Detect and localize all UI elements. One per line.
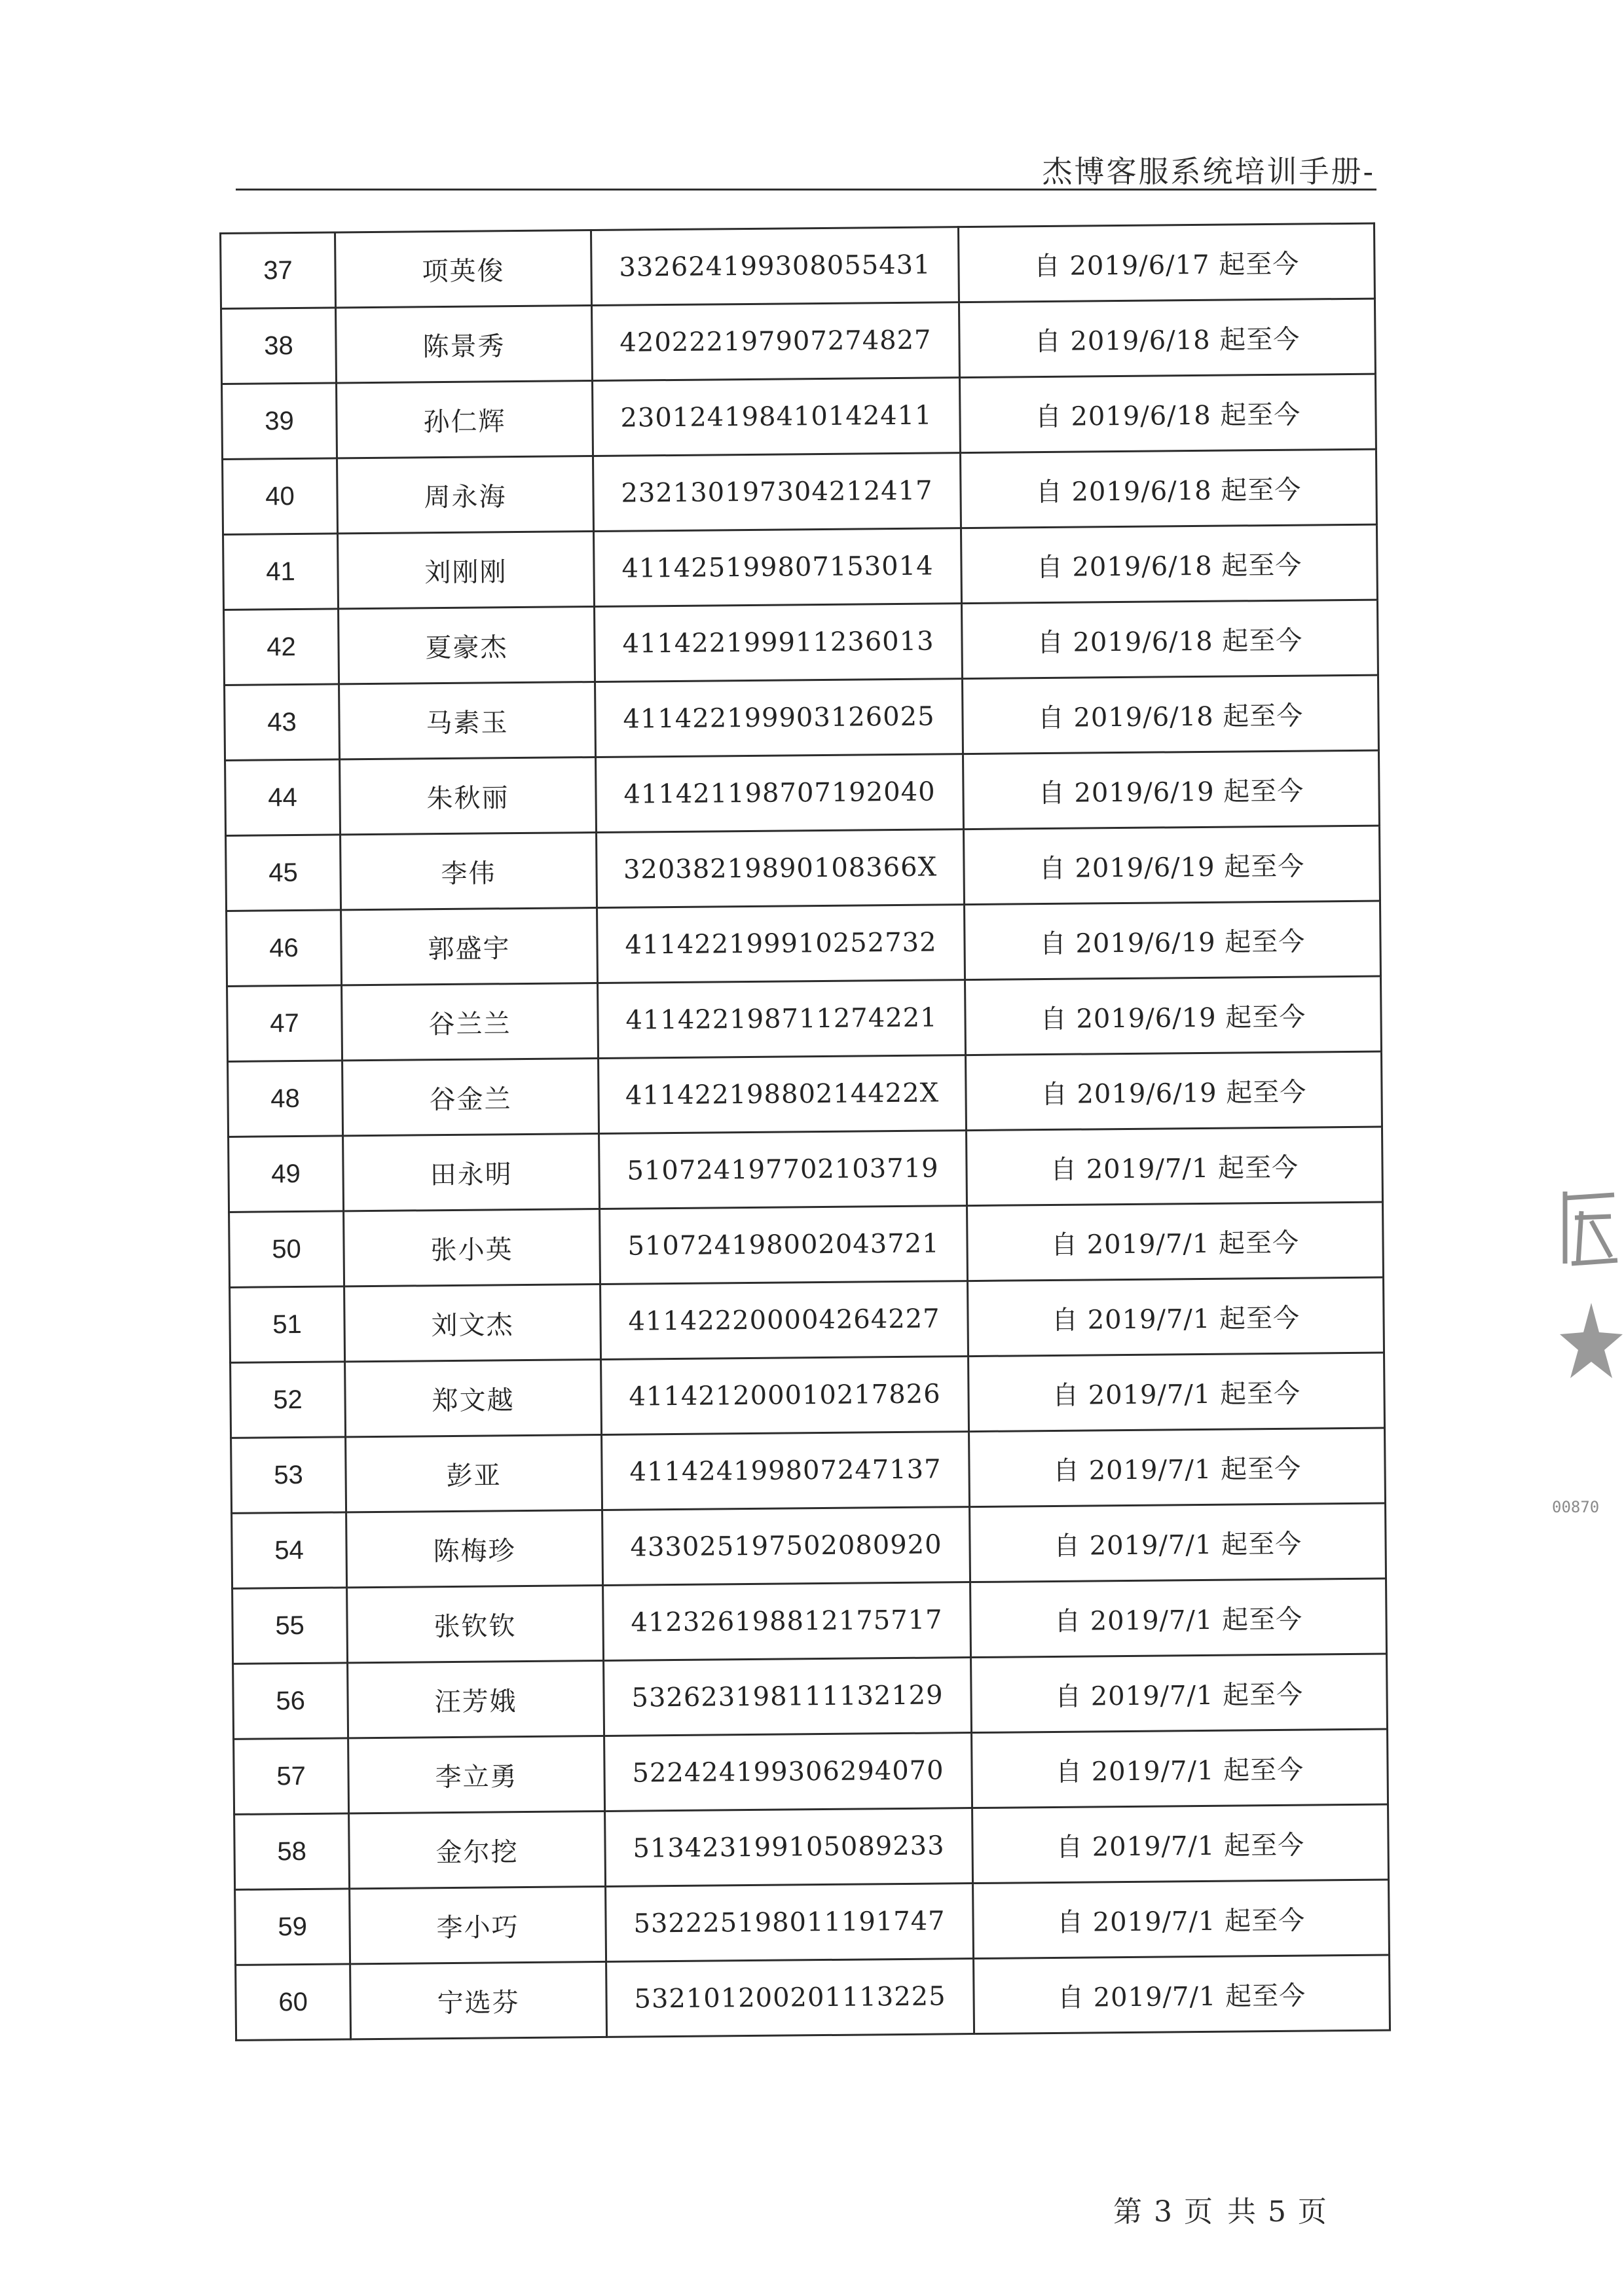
row-id-number: 411425199807153014	[594, 528, 962, 607]
row-number: 50	[229, 1211, 344, 1288]
row-number: 58	[234, 1813, 350, 1890]
row-name: 孙仁辉	[337, 381, 593, 458]
row-name: 彭亚	[346, 1434, 602, 1512]
row-number: 44	[225, 759, 341, 836]
table-row	[234, 1804, 1389, 1889]
row-period: 自 2019/6/17 起至今	[958, 223, 1375, 302]
table-row	[236, 1955, 1390, 2040]
table-row	[226, 826, 1380, 911]
seal-stamp-fragment	[1552, 1172, 1624, 1539]
table-row	[228, 1051, 1382, 1137]
row-name: 项英俊	[335, 230, 592, 308]
row-name: 郭盛宇	[341, 908, 598, 985]
row-id-number: 412326198812175717	[603, 1582, 971, 1661]
row-id-number: 513423199105089233	[605, 1808, 973, 1887]
row-id-number: 32038219890108366X	[597, 829, 965, 908]
row-name: 刘文杰	[344, 1284, 601, 1361]
row-period: 自 2019/6/19 起至今	[963, 750, 1379, 829]
row-period: 自 2019/6/18 起至今	[960, 449, 1376, 528]
personnel-table-body	[221, 223, 1390, 2040]
row-id-number: 41142219880214422X	[599, 1055, 967, 1134]
row-name: 田永明	[343, 1133, 600, 1211]
row-id-number: 411422198711274221	[598, 980, 966, 1059]
row-period: 自 2019/6/18 起至今	[962, 675, 1378, 754]
row-period: 自 2019/6/18 起至今	[959, 374, 1376, 453]
row-period: 自 2019/6/18 起至今	[961, 600, 1378, 679]
row-number: 37	[221, 232, 336, 309]
page-total: 共 5 页	[1227, 2195, 1328, 2229]
row-id-number: 411422200004264227	[600, 1281, 969, 1360]
row-id-number: 411421198707192040	[596, 754, 964, 833]
row-number: 53	[231, 1437, 346, 1514]
row-period: 自 2019/7/1 起至今	[971, 1654, 1388, 1733]
row-period: 自 2019/7/1 起至今	[969, 1428, 1386, 1507]
row-id-number: 522424199306294070	[604, 1733, 972, 1812]
row-name: 郑文越	[345, 1359, 602, 1436]
row-number: 55	[232, 1588, 348, 1664]
row-period: 自 2019/7/1 起至今	[967, 1127, 1383, 1206]
row-id-number: 433025197502080920	[602, 1507, 970, 1586]
table-row	[223, 524, 1378, 610]
row-name: 张钦钦	[347, 1585, 604, 1662]
header-rule	[236, 189, 1376, 191]
row-id-number: 510724198002043721	[600, 1206, 968, 1285]
row-number: 45	[226, 835, 341, 911]
row-id-number: 332624199308055431	[591, 227, 959, 306]
row-name: 李立勇	[348, 1736, 605, 1813]
table-row	[224, 600, 1378, 685]
row-number: 47	[227, 985, 342, 1062]
row-id-number: 420222197907274827	[591, 302, 959, 381]
table-row	[229, 1127, 1383, 1212]
row-name: 朱秋丽	[340, 757, 597, 835]
row-number: 59	[235, 1889, 350, 1965]
row-id-number: 532623198111132129	[604, 1658, 972, 1736]
row-name: 陈景秀	[336, 306, 593, 383]
row-number: 42	[224, 609, 339, 685]
page-number: 第 3 页	[1113, 2195, 1214, 2229]
row-name: 张小英	[344, 1209, 600, 1286]
table-row	[232, 1578, 1387, 1664]
row-number: 43	[225, 684, 340, 761]
row-number: 41	[223, 534, 339, 610]
table-row	[232, 1503, 1386, 1588]
row-name: 宁选芬	[350, 1961, 607, 2039]
table-row	[227, 976, 1382, 1061]
row-id-number: 411424199807247137	[602, 1432, 970, 1510]
row-period: 自 2019/7/1 起至今	[970, 1503, 1386, 1582]
row-id-number: 232130197304212417	[593, 453, 961, 532]
row-id-number: 411422199903126025	[595, 679, 963, 757]
table-row	[222, 374, 1376, 459]
table-row	[229, 1202, 1384, 1287]
page-footer	[1113, 2188, 1331, 2230]
row-period: 自 2019/7/1 起至今	[972, 1804, 1389, 1884]
row-period: 自 2019/7/1 起至今	[969, 1353, 1385, 1432]
table-row	[235, 1880, 1390, 1965]
row-number: 51	[230, 1286, 345, 1363]
table-row	[221, 223, 1375, 308]
row-period: 自 2019/6/19 起至今	[963, 826, 1380, 905]
row-number: 40	[223, 458, 338, 535]
row-period: 自 2019/6/19 起至今	[965, 976, 1382, 1055]
row-name: 夏豪杰	[339, 607, 595, 684]
row-name: 陈梅珍	[346, 1510, 603, 1587]
row-period: 自 2019/7/1 起至今	[967, 1202, 1384, 1281]
page-header-title: 杰博客服系统培训手册-	[1042, 154, 1375, 189]
row-number: 52	[231, 1362, 346, 1438]
table-row	[221, 299, 1376, 384]
table-row	[225, 675, 1379, 760]
row-period: 自 2019/7/1 起至今	[972, 1729, 1388, 1808]
table-row	[230, 1277, 1384, 1362]
table-row	[234, 1729, 1388, 1814]
row-number: 39	[222, 383, 337, 460]
row-period: 自 2019/6/18 起至今	[959, 299, 1375, 378]
row-number: 48	[228, 1061, 343, 1137]
seal-stamp-marks	[1560, 1192, 1623, 1378]
row-period: 自 2019/7/1 起至今	[968, 1277, 1384, 1357]
row-id-number: 532225198011191747	[606, 1884, 974, 1962]
row-name: 谷兰兰	[342, 983, 599, 1061]
row-number: 60	[236, 1964, 351, 2041]
row-period: 自 2019/6/19 起至今	[965, 901, 1381, 980]
row-name: 金尔挖	[349, 1811, 606, 1888]
row-period: 自 2019/7/1 起至今	[973, 1880, 1390, 1959]
table-row	[233, 1654, 1388, 1739]
row-name: 刘刚刚	[338, 532, 595, 609]
row-number: 46	[227, 910, 342, 987]
row-id-number: 532101200201113225	[606, 1959, 974, 2037]
table-row	[231, 1428, 1386, 1513]
row-period: 自 2019/6/18 起至今	[961, 524, 1377, 604]
row-number: 38	[221, 308, 337, 384]
table-row	[223, 449, 1377, 534]
row-id-number: 510724197702103719	[599, 1131, 967, 1209]
table-row	[231, 1353, 1385, 1438]
row-number: 54	[232, 1512, 347, 1589]
personnel-table	[219, 223, 1391, 2041]
row-number: 57	[234, 1738, 349, 1815]
row-period: 自 2019/7/1 起至今	[974, 1955, 1390, 2034]
row-name: 周永海	[337, 456, 594, 534]
row-name: 李小巧	[350, 1886, 606, 1963]
row-name: 李伟	[341, 833, 597, 910]
row-name: 汪芳娥	[348, 1660, 604, 1738]
seal-stamp-text: 00870	[1552, 1498, 1600, 1516]
row-period: 自 2019/7/1 起至今	[970, 1578, 1387, 1658]
row-period: 自 2019/6/19 起至今	[966, 1051, 1382, 1131]
row-number: 49	[229, 1136, 344, 1212]
row-name: 马素玉	[339, 682, 596, 759]
row-id-number: 411422199911236013	[595, 604, 963, 682]
row-id-number: 230124198410142411	[592, 378, 960, 456]
row-number: 56	[233, 1663, 348, 1740]
row-id-number: 411421200010217826	[601, 1357, 969, 1435]
row-id-number: 411422199910252732	[597, 905, 965, 983]
table-row	[227, 901, 1381, 986]
row-name: 谷金兰	[342, 1058, 599, 1135]
table-row	[225, 750, 1380, 835]
